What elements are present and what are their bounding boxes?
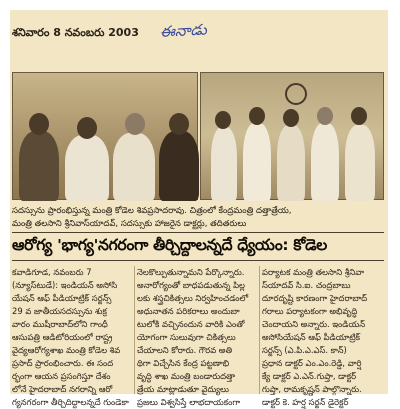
column-divider <box>134 266 135 394</box>
person-head <box>77 117 97 139</box>
article-line: (న్యూస్‌టుడే): ఇండియన్ అసోసి <box>12 280 118 290</box>
person-head <box>169 113 189 135</box>
article-column-1 <box>12 266 132 409</box>
person-figure <box>211 127 237 201</box>
article-column-3 <box>262 266 382 409</box>
person-figure <box>159 131 199 201</box>
article-line: గుప్తా, రామకృష్ణన్ పాల్గొన్నారు. <box>262 384 362 394</box>
article-line: కవాడిగూడ, నవంబరు 7 <box>12 267 92 277</box>
article-line: స్‌యాదవ్ సి.ఐ. చంద్రబాబు <box>262 280 351 290</box>
headline: ఆరోగ్య 'భాగ్య'నగరంగా తీర్చిద్దాలన్నదే ధ్యేయం: కోడెల <box>12 236 327 254</box>
article-line: థిగా విచ్చేసిన కేంద్ర పట్టణాభి <box>137 358 230 368</box>
article-line: డాక్టర్ కె. హర్ష సర్జన్ డైరెక్టర్ <box>262 397 349 407</box>
article-line: గరాలు పర్యాటకంగా అభివృద్ధి <box>262 306 358 316</box>
person-head <box>125 113 145 135</box>
person-head <box>317 107 333 125</box>
article-line: యేషన్ ఆఫ్ పీడియాట్రిక్ సర్జన్స్ <box>12 293 112 303</box>
article-line: 29 వ జాతీయసదస్సును శుక్ర <box>12 306 107 316</box>
divider <box>12 232 384 233</box>
person-head <box>29 113 49 135</box>
article-line: టులోకి వచ్చినందున వారికి ఎంతో <box>137 319 245 329</box>
article-line: క్యే డాక్టర్ ఎ.ఎన్.గుప్తా, డాక్టర్ <box>262 371 357 381</box>
person-figure <box>311 123 339 201</box>
person-figure <box>19 131 59 201</box>
article-line: చేయాలని కోరారు. గౌరవ అతి <box>137 345 233 355</box>
article-line: యోగంగా సులువుగా చికిత్సలు <box>137 332 236 342</box>
photo-caption <box>12 205 382 231</box>
person-head <box>283 109 299 127</box>
article-line: సర్జన్స్ (ఎ.పి.ఎ.ఎస్. కాన్) <box>262 345 347 355</box>
article-line: నెలకొల్పుతున్నామని పేర్కొన్నారు. <box>137 267 245 277</box>
person-figure <box>277 125 305 201</box>
article-line: పర్యాటక మంత్రి తలసాని శ్రీనివా <box>262 267 365 277</box>
article-line: లోనే హైదరాబాద్ నగరాన్ని ఆరో <box>12 384 113 394</box>
person-figure <box>345 125 375 201</box>
article-line: వైద్యఆరోగ్యశాఖ మంత్రి కోడెల శివ <box>12 345 121 355</box>
article-line: అసోసియేషన్ ఆఫ్ పీడియాట్రిక్ <box>262 332 361 342</box>
dateline: శనివారం 8 నవంబరు 2003 <box>12 26 139 39</box>
person-head <box>351 107 367 125</box>
article-line: వారం ముషీరాబాద్‌లోని గాంధీ <box>12 319 108 329</box>
article-line: అధునాతన పరికరాలు అందుబా <box>137 306 240 316</box>
article-line: ప్రధాన డాక్టర్ ఎం.ఎం.రెడ్డి, వార్షి <box>262 358 362 368</box>
person-figure <box>113 133 155 201</box>
emblem-icon <box>285 83 307 105</box>
article-line: ఆసుపత్రి ఆడిటోరియంలో రాష్ట్ర <box>12 332 113 342</box>
article-line: వృద్ధి శాఖ మంత్రి బండారుదత్తా <box>137 371 236 381</box>
article-line: త్రేయ మాట్లాడుతూ వైద్యులు <box>137 384 229 394</box>
article-column-2 <box>137 266 257 409</box>
column-divider <box>259 266 260 394</box>
newspaper-clipping <box>10 10 388 407</box>
article-line: దూరదృష్టి కారణంగా హైదరాబాద్ <box>262 293 368 303</box>
article-line: ప్రజలు విశ్వసిస్తే లాభదాయకంగా <box>137 397 241 407</box>
article-line: లకు శస్త్రచికిత్సలు నిర్వహించడంలో <box>137 293 249 303</box>
person-figure <box>65 135 109 201</box>
article-line: ప్రసాద్ ప్రారంభించారు. ఈ సంద <box>12 358 114 368</box>
caption-line: సదస్సును ప్రారంభిస్తున్న మంత్రి కోడెల శివప్రసాదరావు. చిత్రంలో కేంద్రమంత్రి దత్తాత్రేయ, <box>12 206 292 216</box>
photo-right <box>200 72 384 200</box>
person-figure <box>243 123 271 201</box>
person-head <box>249 107 265 125</box>
article-line: చెందాయని అన్నారు. ఇండియన్ <box>262 319 366 329</box>
masthead-handwritten: ఈనాడు <box>159 20 208 41</box>
person-head <box>215 111 231 129</box>
article-line: గ్యనగరంగా తీర్చిదిద్దాలన్నదే గుండెకా <box>12 397 129 407</box>
article-line: ర్భంగా ఆయన ప్రసంగిస్తూ దేశం <box>12 371 111 381</box>
photo-left <box>12 72 198 200</box>
article-line: అనారోగ్యంతో బాధపడుతున్న పిల్ల <box>137 280 245 290</box>
divider <box>12 260 384 261</box>
caption-line: మంత్రి తలసాని శ్రీనివాస్‌యాదవ్, సదస్సుకు హాజరైన డాక్టర్లు, తదితరులు <box>12 219 247 229</box>
